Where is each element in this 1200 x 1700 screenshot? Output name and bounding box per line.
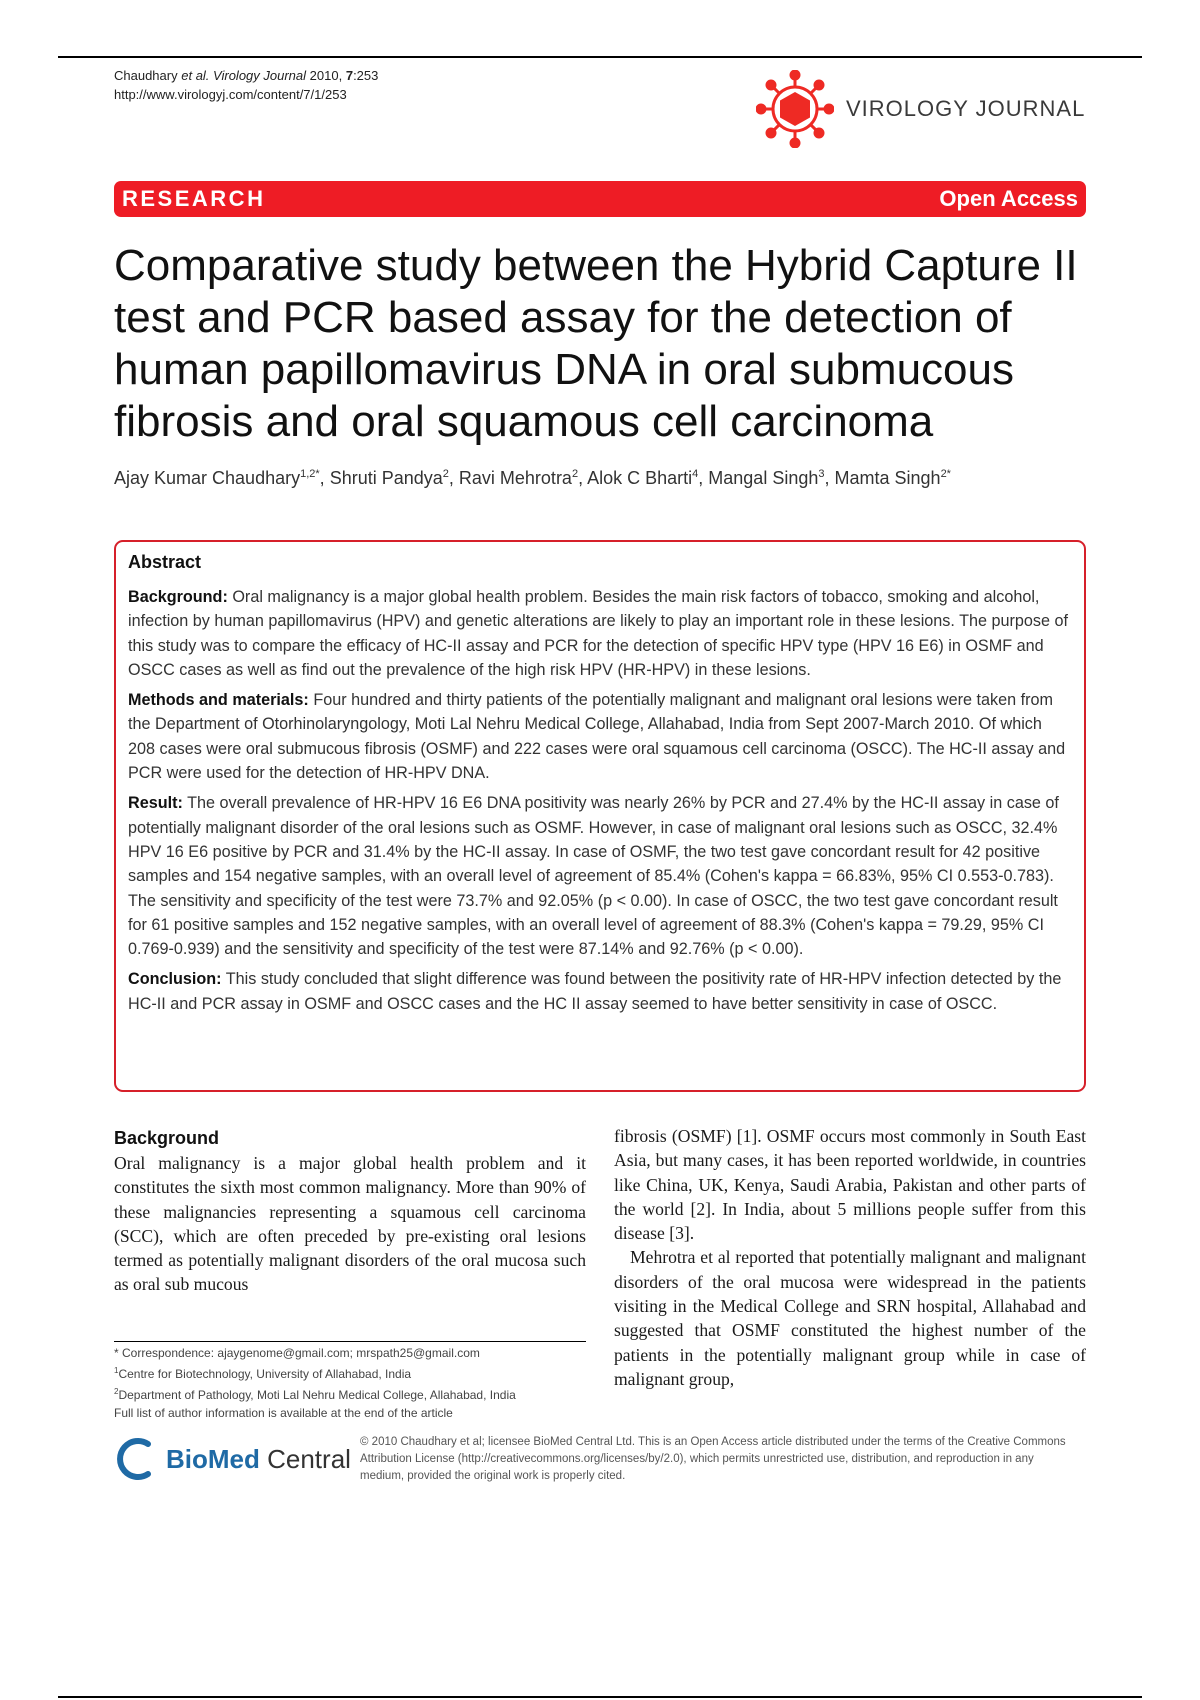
affiliation-note xyxy=(114,1383,594,1404)
author-name[interactable]: Mangal Singh xyxy=(708,468,819,488)
affiliation-mark: 1 xyxy=(114,1366,119,1375)
license-text: © 2010 Chaudhary et al; licensee BioMed Central Ltd. This is an Open Access article distributed under the terms of the Creative Commons Attribution License (http://creativecommons.org/licenses/by/2.0), which permits unrestricted use, distribution, and reproduction in any medium, provided the original work is properly cited. xyxy=(360,1436,1066,1482)
affiliation-text: Department of Pathology, Moti Lal Nehru Medical College, Allahabad, India xyxy=(118,1388,516,1402)
author-name[interactable]: Ravi Mehrotra xyxy=(458,468,572,488)
abstract-section-label: Methods and materials: xyxy=(128,691,309,710)
article-url[interactable]: http://www.virologyj.com/content/7/1/253 xyxy=(114,87,347,102)
correspondence-note: * Correspondence: ajaygenome@gmail.com; mrspath25@gmail.com xyxy=(114,1346,480,1360)
journal-name: VIROLOGY JOURNAL xyxy=(846,96,1086,121)
affiliation-mark: 2 xyxy=(114,1387,119,1396)
section-heading-background: Background xyxy=(114,1128,220,1148)
affiliation-note xyxy=(114,1362,594,1383)
body-column-left xyxy=(114,1124,586,1297)
abstract-section-text: Oral malignancy is a major global health problem. Besides the main risk factors of tobacco, smoking and alcohol, infection by human papillomavirus (HPV) and genetic alterations are likely to play an important role in these lesions. The purpose of this study was to compare the efficacy of HC-II assay and PCR for the detection of specific HPV type (HPV 16 E6) in OSMF and OSCC cases as well as find out the prevalence of the high risk HPV (HR-HPV) in these lesions. xyxy=(128,588,1068,679)
abstract-result xyxy=(128,791,1072,961)
abstract-section-text: The overall prevalence of HR-HPV 16 E6 DNA positivity was nearly 26% by PCR and 27.4% by the HC-II assay in case of potentially malignant disorder of the oral lesions such as OSMF. However, in case of malignant oral lesions such as OSCC, 32.4% HPV 16 E6 positive by PCR and 31.4% by the HC-II assay. In case of OSMF, the two test gave concordant result for 42 positive samples and 154 negative samples, with an overall level of agreement of 85.4% (Cohen's kappa = 66.83%, 95% CI 0.553-0.783). The sensitivity and specificity of the test were 73.7% and 92.05% (p < 0.00). In case of OSCC, the two test gave concordant result for 61 positive samples and 152 negative samples, with an overall level of agreement of 88.3% (Cohen's kappa = 79.29, 95% CI 0.769-0.939) and the sensitivity and specificity of the test were 87.14% and 92.76% (p < 0.00). xyxy=(128,794,1059,959)
citation-authors: Chaudhary xyxy=(114,68,178,83)
author-affiliation: 1,2* xyxy=(300,468,320,480)
citation-year: 2010, xyxy=(309,68,343,83)
virus-icon xyxy=(756,70,834,148)
author-name[interactable]: Alok C Bharti xyxy=(587,468,693,488)
abstract-methods xyxy=(128,688,1072,785)
footnotes xyxy=(114,1344,594,1422)
biomed-central-logo xyxy=(114,1436,351,1482)
abstract-section-text: Four hundred and thirty patients of the potentially malignant and malignant oral lesions were taken from the Department of Otorhinolaryngology, Moti Lal Nehru Medical College, Allahabad, India from Sept 2007-March 2010. Of which 208 cases were oral submucous fibrosis (OSMF) and 222 cases were oral squamous cell carcinoma (OSCC). The HC-II assay and PCR were used for the detection of HR-HPV DNA. xyxy=(128,691,1066,783)
publisher-name-rest: Central xyxy=(259,1443,351,1474)
author-name[interactable]: Mamta Singh xyxy=(834,468,941,488)
author-affiliation: 2 xyxy=(571,468,579,480)
abstract-background xyxy=(128,585,1072,682)
footnote-rule xyxy=(114,1341,586,1342)
citation-etal: et al. xyxy=(181,68,210,83)
author-affiliation: 3 xyxy=(818,468,825,480)
article-type-banner xyxy=(114,181,1086,217)
citation-article: :253 xyxy=(353,68,379,83)
author-info-note: Full list of author information is available at the end of the article xyxy=(114,1406,453,1420)
author-affiliation: 2* xyxy=(940,468,951,480)
bottom-rule xyxy=(58,1696,1142,1698)
open-access-label: Open Access xyxy=(939,186,1078,211)
body-column-right xyxy=(614,1124,1086,1391)
citation-volume: 7 xyxy=(345,68,354,83)
author-name[interactable]: Ajay Kumar Chaudhary xyxy=(114,468,301,488)
abstract-section-text: This study concluded that slight difference was found between the positivity rate of HR-HPV infection detected by the HC-II and PCR assay in OSMF and OSCC cases and the HC II assay seemed to have better sensitivity in case of OSCC. xyxy=(128,970,1062,1013)
body-paragraph: Mehrotra et al reported that potentially malignant and malignant disorders of the oral mucosa were widespread in the patients visiting in the Medical College and SRN hospital, Allahabad and suggested that OSMF constituted the highest number of the patients in the potentially malignant group while in case of malignant group, xyxy=(614,1247,1086,1389)
citation-journal: Virology Journal xyxy=(213,68,307,83)
body-paragraph: Oral malignancy is a major global health problem and it constitutes the sixth most common malignancy. More than 90% of these malignancies representing a squamous cell carcinoma (SCC), which are often preceded by pre-existing oral lesions termed as potentially malignant disorders of the oral mucosa such as oral sub mucous xyxy=(114,1153,586,1295)
abstract-section-label: Conclusion: xyxy=(128,970,222,989)
author-name[interactable]: Shruti Pandya xyxy=(329,468,443,488)
journal-logo xyxy=(756,70,1085,148)
abstract-box xyxy=(114,540,1086,1092)
author-affiliation: 2 xyxy=(442,468,449,480)
body-paragraph: fibrosis (OSMF) [1]. OSMF occurs most commonly in South East Asia, but many cases, it has been reported worldwide, in countries like China, UK, Kenya, Saudi Arabia, Pakistan and other parts of the world [2]. In India, about 5 millions people suffer from this disease [3]. xyxy=(614,1126,1086,1244)
article-title: Comparative study between the Hybrid Capture II test and PCR based assay for the detection of human papillomavirus DNA in oral submucous fibrosis and oral squamous cell carcinoma xyxy=(114,241,1078,446)
biomed-central-ring-icon xyxy=(114,1436,160,1482)
author-list: Ajay Kumar Chaudhary$^{1,2*}$, Shruti Pandya$^2$, Ravi Mehrotra$^2$, Alok C Bharti$^4$, Mangal Singh$^3$, Mamta Singh$^{2*}$ xyxy=(114,468,951,488)
abstract-section-label: Result: xyxy=(128,794,183,813)
abstract-section-label: Background: xyxy=(128,588,228,606)
abstract-conclusion xyxy=(128,967,1072,1016)
author-affiliation: 4 xyxy=(692,468,699,480)
top-rule xyxy=(58,56,1142,58)
abstract-heading: Abstract xyxy=(128,552,202,572)
citation-block xyxy=(114,66,378,104)
publisher-name-bold: BioMed xyxy=(166,1443,260,1474)
article-type: RESEARCH xyxy=(122,186,266,211)
publisher-name xyxy=(166,1444,351,1475)
citation-line xyxy=(114,66,378,85)
affiliation-text: Centre for Biotechnology, University of Allahabad, India xyxy=(118,1367,412,1381)
